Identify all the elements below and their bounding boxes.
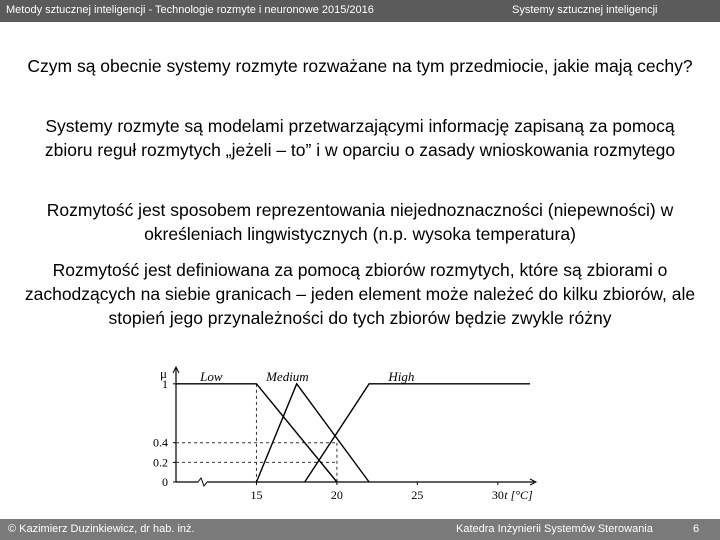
- footer-bar: [0, 519, 720, 540]
- y-axis-label: μ: [160, 366, 167, 381]
- y-tick-label: 0.4: [153, 435, 168, 450]
- series-label-high: High: [388, 368, 415, 384]
- course-subject: Systemy sztucznej inteligencji: [512, 4, 658, 16]
- x-axis-break: [198, 478, 207, 486]
- y-tick-label: 0: [162, 475, 168, 489]
- x-tick-label: 20: [330, 488, 343, 502]
- paragraph-fuzzy-sets: Rozmytość jest definiowana za pomocą zbiorów rozmytych, które są zbiorami o zachodzących na siebie granicach – jeden element może należeć do kilku zbiorów, ale stopień jego przynależności do tych zbiorów będzie zwykle różny: [24, 260, 696, 328]
- x-tick-label: 25: [411, 488, 424, 502]
- y-tick-label: 1: [162, 376, 168, 391]
- header-bar: [0, 0, 720, 22]
- department: Katedra Inżynierii Systemów Sterowania: [456, 523, 653, 535]
- paragraph-fuzziness: Rozmytość jest sposobem reprezentowania niejednoznaczności (niepewności) w określeniach lingwistycznych (n.p. wysoka temperatura): [46, 200, 674, 244]
- series-label-medium: Medium: [266, 368, 309, 384]
- membership-chart: [140, 366, 540, 508]
- x-tick-label: 15: [250, 488, 263, 502]
- page-number: 6: [693, 523, 700, 535]
- paragraph-question: Czym są obecnie systemy rozmyte rozważane na tym przedmiocie, jakie mają cechy?: [27, 56, 693, 76]
- paragraph-definition: Systemy rozmyte są modelami przetwarzającymi informację zapisaną za pomocą zbioru reguł rozmytych „jeżeli – to” i w oparciu o zasady wnioskowania rozmytego: [44, 116, 676, 160]
- author: © Kazimierz Duzinkiewicz, dr hab. inż.: [8, 523, 195, 535]
- y-tick-label: 0.2: [153, 455, 168, 470]
- course-title: Metody sztucznej inteligencji - Technologie rozmyte i neuronowe 2015/2016: [6, 4, 374, 16]
- x-axis-label: t [°C]: [504, 488, 533, 502]
- series-label-low: Low: [200, 368, 223, 384]
- series-line-high: [305, 384, 530, 482]
- x-tick-label: 30: [491, 488, 504, 502]
- series-line-medium: [256, 384, 369, 482]
